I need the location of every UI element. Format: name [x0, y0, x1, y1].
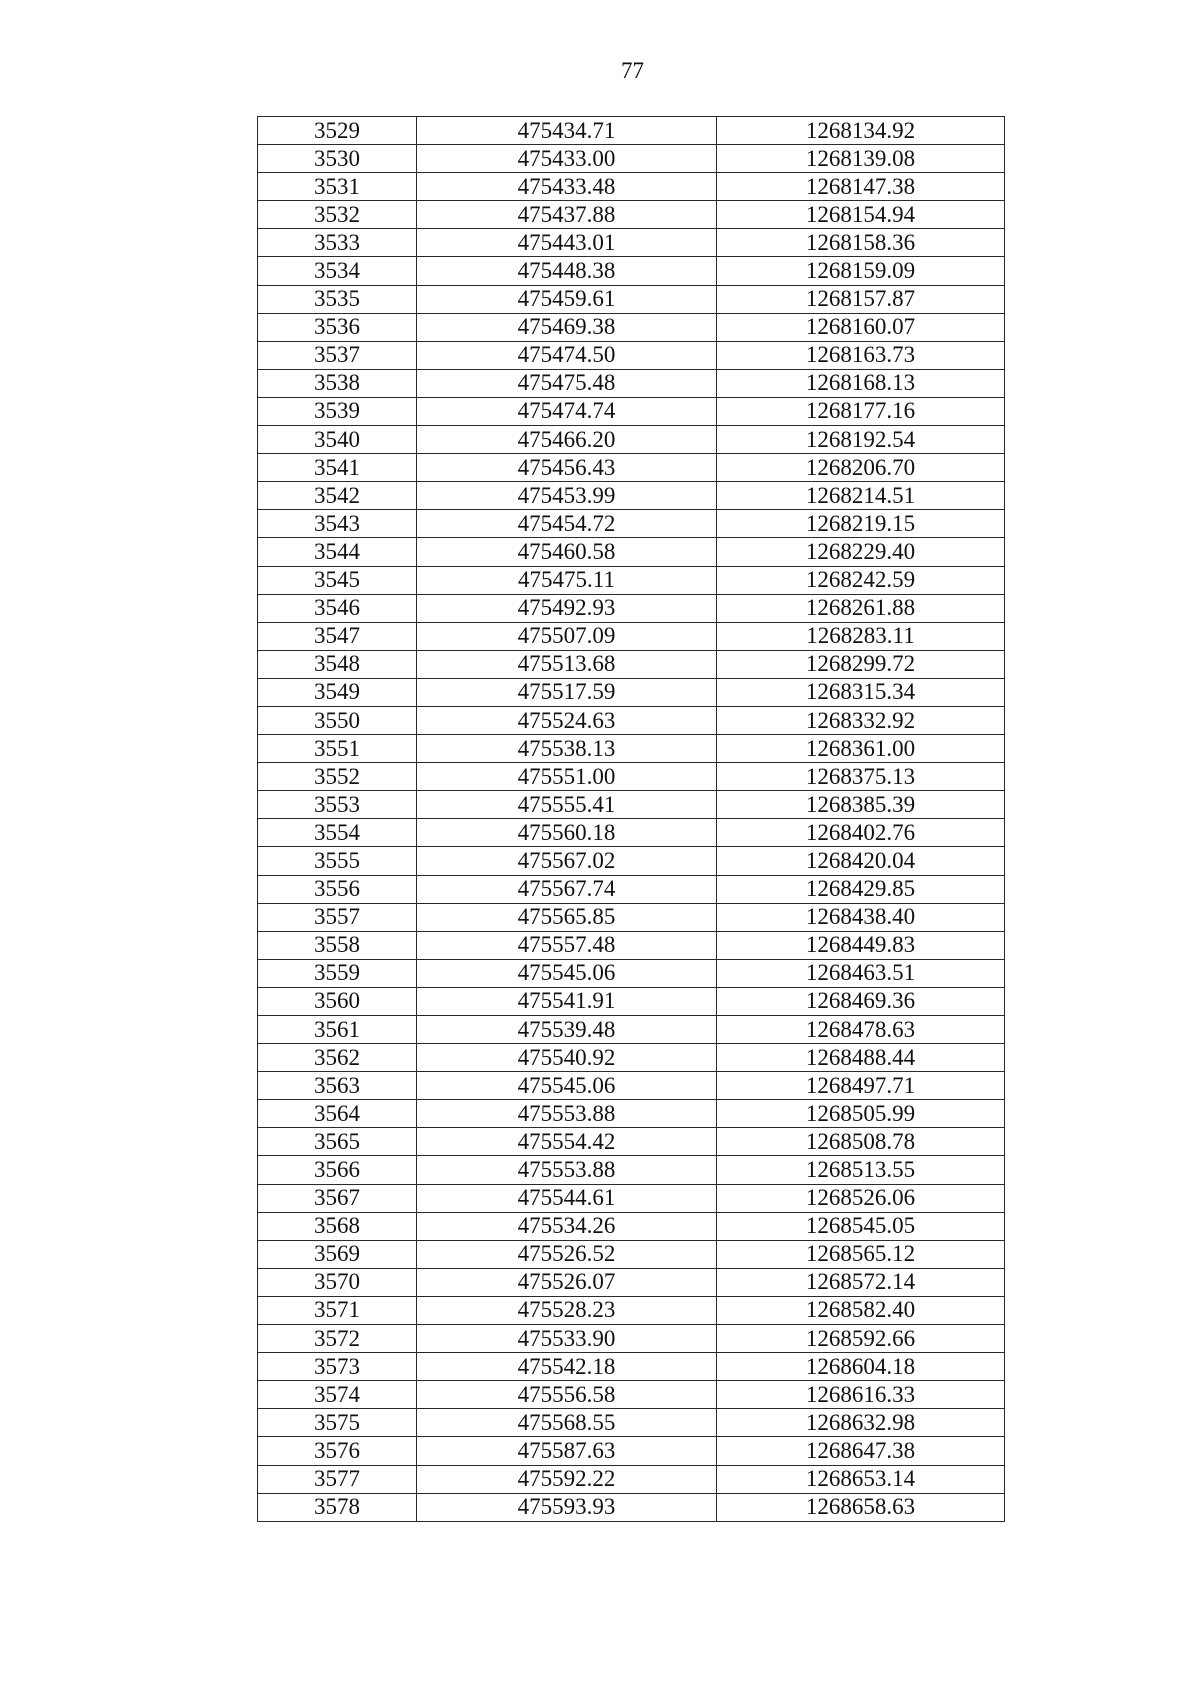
- y-coordinate-cell: 1268332.92: [717, 706, 1005, 734]
- point-number-cell: 3575: [258, 1409, 417, 1437]
- table-row: [258, 763, 1005, 791]
- y-coordinate-cell: 1268592.66: [717, 1325, 1005, 1353]
- table-row: [258, 1100, 1005, 1128]
- point-number-cell: 3555: [258, 847, 417, 875]
- x-coordinate-cell: 475433.48: [417, 173, 717, 201]
- table-row: [258, 1493, 1005, 1521]
- y-coordinate-cell: 1268632.98: [717, 1409, 1005, 1437]
- point-number-cell: 3548: [258, 650, 417, 678]
- point-number-cell: 3529: [258, 117, 417, 145]
- y-coordinate-cell: 1268616.33: [717, 1381, 1005, 1409]
- y-coordinate-cell: 1268402.76: [717, 819, 1005, 847]
- table-row: [258, 1044, 1005, 1072]
- table-row: [258, 566, 1005, 594]
- coordinates-table-body: [258, 117, 1005, 1522]
- x-coordinate-cell: 475437.88: [417, 201, 717, 229]
- x-coordinate-cell: 475593.93: [417, 1493, 717, 1521]
- y-coordinate-cell: 1268653.14: [717, 1465, 1005, 1493]
- point-number-cell: 3545: [258, 566, 417, 594]
- y-coordinate-cell: 1268545.05: [717, 1212, 1005, 1240]
- y-coordinate-cell: 1268134.92: [717, 117, 1005, 145]
- x-coordinate-cell: 475553.88: [417, 1100, 717, 1128]
- y-coordinate-cell: 1268375.13: [717, 763, 1005, 791]
- point-number-cell: 3533: [258, 229, 417, 257]
- y-coordinate-cell: 1268160.07: [717, 313, 1005, 341]
- table-row: [258, 903, 1005, 931]
- y-coordinate-cell: 1268505.99: [717, 1100, 1005, 1128]
- point-number-cell: 3557: [258, 903, 417, 931]
- table-row: [258, 538, 1005, 566]
- table-row: [258, 650, 1005, 678]
- y-coordinate-cell: 1268192.54: [717, 426, 1005, 454]
- point-number-cell: 3569: [258, 1240, 417, 1268]
- y-coordinate-cell: 1268647.38: [717, 1437, 1005, 1465]
- table-row: [258, 1184, 1005, 1212]
- point-number-cell: 3551: [258, 735, 417, 763]
- point-number-cell: 3534: [258, 257, 417, 285]
- point-number-cell: 3536: [258, 313, 417, 341]
- y-coordinate-cell: 1268219.15: [717, 510, 1005, 538]
- table-row: [258, 847, 1005, 875]
- y-coordinate-cell: 1268658.63: [717, 1493, 1005, 1521]
- x-coordinate-cell: 475553.88: [417, 1156, 717, 1184]
- table-row: [258, 819, 1005, 847]
- x-coordinate-cell: 475551.00: [417, 763, 717, 791]
- point-number-cell: 3552: [258, 763, 417, 791]
- x-coordinate-cell: 475534.26: [417, 1212, 717, 1240]
- table-row: [258, 875, 1005, 903]
- point-number-cell: 3565: [258, 1128, 417, 1156]
- table-row: [258, 229, 1005, 257]
- table-row: [258, 791, 1005, 819]
- y-coordinate-cell: 1268139.08: [717, 145, 1005, 173]
- y-coordinate-cell: 1268299.72: [717, 650, 1005, 678]
- point-number-cell: 3574: [258, 1381, 417, 1409]
- point-number-cell: 3566: [258, 1156, 417, 1184]
- x-coordinate-cell: 475469.38: [417, 313, 717, 341]
- y-coordinate-cell: 1268508.78: [717, 1128, 1005, 1156]
- table-row: [258, 594, 1005, 622]
- x-coordinate-cell: 475539.48: [417, 1016, 717, 1044]
- x-coordinate-cell: 475545.06: [417, 1072, 717, 1100]
- y-coordinate-cell: 1268438.40: [717, 903, 1005, 931]
- table-row: [258, 1381, 1005, 1409]
- table-row: [258, 341, 1005, 369]
- point-number-cell: 3571: [258, 1296, 417, 1324]
- table-row: [258, 426, 1005, 454]
- x-coordinate-cell: 475567.02: [417, 847, 717, 875]
- x-coordinate-cell: 475538.13: [417, 735, 717, 763]
- table-row: [258, 1437, 1005, 1465]
- table-row: [258, 1296, 1005, 1324]
- y-coordinate-cell: 1268159.09: [717, 257, 1005, 285]
- point-number-cell: 3570: [258, 1268, 417, 1296]
- table-row: [258, 454, 1005, 482]
- table-row: [258, 1268, 1005, 1296]
- table-row: [258, 201, 1005, 229]
- point-number-cell: 3560: [258, 987, 417, 1015]
- y-coordinate-cell: 1268582.40: [717, 1296, 1005, 1324]
- table-row: [258, 959, 1005, 987]
- point-number-cell: 3556: [258, 875, 417, 903]
- x-coordinate-cell: 475448.38: [417, 257, 717, 285]
- x-coordinate-cell: 475513.68: [417, 650, 717, 678]
- table-row: [258, 931, 1005, 959]
- point-number-cell: 3546: [258, 594, 417, 622]
- table-row: [258, 987, 1005, 1015]
- y-coordinate-cell: 1268478.63: [717, 1016, 1005, 1044]
- x-coordinate-cell: 475540.92: [417, 1044, 717, 1072]
- y-coordinate-cell: 1268429.85: [717, 875, 1005, 903]
- table-row: [258, 369, 1005, 397]
- point-number-cell: 3547: [258, 622, 417, 650]
- y-coordinate-cell: 1268177.16: [717, 397, 1005, 425]
- y-coordinate-cell: 1268315.34: [717, 678, 1005, 706]
- x-coordinate-cell: 475524.63: [417, 706, 717, 734]
- point-number-cell: 3539: [258, 397, 417, 425]
- table-row: [258, 1240, 1005, 1268]
- x-coordinate-cell: 475474.50: [417, 341, 717, 369]
- x-coordinate-cell: 475474.74: [417, 397, 717, 425]
- x-coordinate-cell: 475459.61: [417, 285, 717, 313]
- y-coordinate-cell: 1268154.94: [717, 201, 1005, 229]
- point-number-cell: 3577: [258, 1465, 417, 1493]
- point-number-cell: 3559: [258, 959, 417, 987]
- y-coordinate-cell: 1268261.88: [717, 594, 1005, 622]
- point-number-cell: 3541: [258, 454, 417, 482]
- point-number-cell: 3573: [258, 1353, 417, 1381]
- x-coordinate-cell: 475556.58: [417, 1381, 717, 1409]
- point-number-cell: 3532: [258, 201, 417, 229]
- y-coordinate-cell: 1268163.73: [717, 341, 1005, 369]
- y-coordinate-cell: 1268565.12: [717, 1240, 1005, 1268]
- x-coordinate-cell: 475454.72: [417, 510, 717, 538]
- y-coordinate-cell: 1268168.13: [717, 369, 1005, 397]
- point-number-cell: 3562: [258, 1044, 417, 1072]
- x-coordinate-cell: 475544.61: [417, 1184, 717, 1212]
- x-coordinate-cell: 475507.09: [417, 622, 717, 650]
- y-coordinate-cell: 1268229.40: [717, 538, 1005, 566]
- x-coordinate-cell: 475443.01: [417, 229, 717, 257]
- point-number-cell: 3578: [258, 1493, 417, 1521]
- point-number-cell: 3538: [258, 369, 417, 397]
- table-row: [258, 1072, 1005, 1100]
- table-row: [258, 285, 1005, 313]
- table-row: [258, 1325, 1005, 1353]
- table-row: [258, 257, 1005, 285]
- table-row: [258, 117, 1005, 145]
- x-coordinate-cell: 475433.00: [417, 145, 717, 173]
- point-number-cell: 3572: [258, 1325, 417, 1353]
- y-coordinate-cell: 1268158.36: [717, 229, 1005, 257]
- y-coordinate-cell: 1268463.51: [717, 959, 1005, 987]
- table-row: [258, 173, 1005, 201]
- y-coordinate-cell: 1268214.51: [717, 482, 1005, 510]
- point-number-cell: 3544: [258, 538, 417, 566]
- x-coordinate-cell: 475545.06: [417, 959, 717, 987]
- point-number-cell: 3549: [258, 678, 417, 706]
- x-coordinate-cell: 475592.22: [417, 1465, 717, 1493]
- point-number-cell: 3543: [258, 510, 417, 538]
- table-row: [258, 482, 1005, 510]
- point-number-cell: 3540: [258, 426, 417, 454]
- table-row: [258, 145, 1005, 173]
- table-row: [258, 1212, 1005, 1240]
- table-row: [258, 313, 1005, 341]
- x-coordinate-cell: 475528.23: [417, 1296, 717, 1324]
- x-coordinate-cell: 475492.93: [417, 594, 717, 622]
- table-row: [258, 1156, 1005, 1184]
- x-coordinate-cell: 475555.41: [417, 791, 717, 819]
- point-number-cell: 3553: [258, 791, 417, 819]
- coordinates-table: [257, 116, 1005, 1522]
- x-coordinate-cell: 475554.42: [417, 1128, 717, 1156]
- point-number-cell: 3567: [258, 1184, 417, 1212]
- y-coordinate-cell: 1268206.70: [717, 454, 1005, 482]
- y-coordinate-cell: 1268385.39: [717, 791, 1005, 819]
- x-coordinate-cell: 475565.85: [417, 903, 717, 931]
- table-row: [258, 706, 1005, 734]
- table-row: [258, 1128, 1005, 1156]
- x-coordinate-cell: 475460.58: [417, 538, 717, 566]
- x-coordinate-cell: 475560.18: [417, 819, 717, 847]
- y-coordinate-cell: 1268361.00: [717, 735, 1005, 763]
- y-coordinate-cell: 1268497.71: [717, 1072, 1005, 1100]
- point-number-cell: 3568: [258, 1212, 417, 1240]
- x-coordinate-cell: 475466.20: [417, 426, 717, 454]
- point-number-cell: 3531: [258, 173, 417, 201]
- x-coordinate-cell: 475587.63: [417, 1437, 717, 1465]
- y-coordinate-cell: 1268526.06: [717, 1184, 1005, 1212]
- table-row: [258, 1409, 1005, 1437]
- point-number-cell: 3537: [258, 341, 417, 369]
- x-coordinate-cell: 475453.99: [417, 482, 717, 510]
- x-coordinate-cell: 475526.07: [417, 1268, 717, 1296]
- point-number-cell: 3564: [258, 1100, 417, 1128]
- point-number-cell: 3576: [258, 1437, 417, 1465]
- x-coordinate-cell: 475542.18: [417, 1353, 717, 1381]
- y-coordinate-cell: 1268147.38: [717, 173, 1005, 201]
- y-coordinate-cell: 1268469.36: [717, 987, 1005, 1015]
- x-coordinate-cell: 475568.55: [417, 1409, 717, 1437]
- y-coordinate-cell: 1268572.14: [717, 1268, 1005, 1296]
- point-number-cell: 3554: [258, 819, 417, 847]
- point-number-cell: 3550: [258, 706, 417, 734]
- x-coordinate-cell: 475475.11: [417, 566, 717, 594]
- x-coordinate-cell: 475517.59: [417, 678, 717, 706]
- point-number-cell: 3535: [258, 285, 417, 313]
- table-row: [258, 678, 1005, 706]
- table-row: [258, 622, 1005, 650]
- y-coordinate-cell: 1268283.11: [717, 622, 1005, 650]
- y-coordinate-cell: 1268242.59: [717, 566, 1005, 594]
- point-number-cell: 3542: [258, 482, 417, 510]
- table-row: [258, 735, 1005, 763]
- x-coordinate-cell: 475475.48: [417, 369, 717, 397]
- x-coordinate-cell: 475526.52: [417, 1240, 717, 1268]
- y-coordinate-cell: 1268157.87: [717, 285, 1005, 313]
- x-coordinate-cell: 475533.90: [417, 1325, 717, 1353]
- page-number: 77: [621, 58, 644, 83]
- table-row: [258, 1016, 1005, 1044]
- y-coordinate-cell: 1268449.83: [717, 931, 1005, 959]
- table-row: [258, 1465, 1005, 1493]
- table-row: [258, 1353, 1005, 1381]
- x-coordinate-cell: 475456.43: [417, 454, 717, 482]
- point-number-cell: 3530: [258, 145, 417, 173]
- point-number-cell: 3561: [258, 1016, 417, 1044]
- y-coordinate-cell: 1268513.55: [717, 1156, 1005, 1184]
- y-coordinate-cell: 1268604.18: [717, 1353, 1005, 1381]
- x-coordinate-cell: 475567.74: [417, 875, 717, 903]
- y-coordinate-cell: 1268420.04: [717, 847, 1005, 875]
- point-number-cell: 3558: [258, 931, 417, 959]
- x-coordinate-cell: 475434.71: [417, 117, 717, 145]
- table-row: [258, 510, 1005, 538]
- x-coordinate-cell: 475557.48: [417, 931, 717, 959]
- point-number-cell: 3563: [258, 1072, 417, 1100]
- table-row: [258, 397, 1005, 425]
- y-coordinate-cell: 1268488.44: [717, 1044, 1005, 1072]
- x-coordinate-cell: 475541.91: [417, 987, 717, 1015]
